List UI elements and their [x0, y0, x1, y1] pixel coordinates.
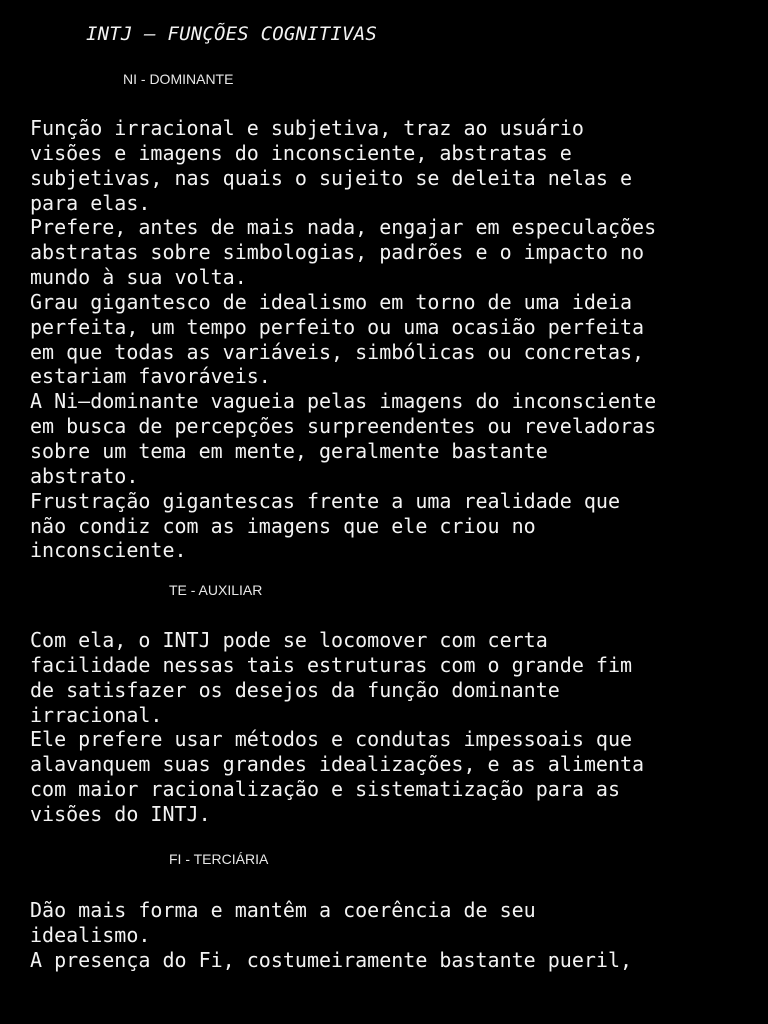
page-title: INTJ – FUNÇÕES COGNITIVAS	[86, 23, 377, 45]
text-line: de satisfazer os desejos da função dominante	[30, 677, 560, 702]
text-line: A presença do Fi, costumeiramente bastante pueril,	[30, 947, 633, 972]
text-line: visões do INTJ.	[30, 801, 211, 826]
section-heading-fi: FI - TERCIÁRIA	[169, 851, 269, 867]
section-body-ni	[30, 116, 750, 563]
text-line: Frustração gigantescas frente a uma realidade que	[30, 488, 621, 513]
text-line: subjetivas, nas quais o sujeito se deleita nelas e	[30, 165, 633, 190]
text-line: Prefere, antes de mais nada, engajar em especulações	[30, 215, 657, 240]
text-line: abstrato.	[30, 463, 139, 488]
text-line: mundo à sua volta.	[30, 265, 247, 290]
section-heading-te: TE - AUXILIAR	[169, 582, 263, 598]
text-line: não condiz com as imagens que ele criou no	[30, 513, 536, 538]
text-line: Dão mais forma e mantêm a coerência de seu	[30, 898, 536, 922]
section-heading-ni: NI - DOMINANTE	[123, 71, 234, 87]
text-line: A Ni–dominante vagueia pelas imagens do inconsciente	[30, 389, 657, 414]
text-line: perfeita, um tempo perfeito ou uma ocasião perfeita	[30, 314, 645, 339]
text-line: idealismo.	[30, 922, 151, 947]
text-line: com maior racionalização e sistematização para as	[30, 777, 621, 802]
text-line: sobre um tema em mente, geralmente bastante	[30, 438, 548, 463]
text-line: Grau gigantesco de idealismo em torno de uma ideia	[30, 289, 633, 314]
text-line: facilidade nessas tais estruturas com o grande fim	[30, 652, 633, 677]
text-line: em busca de percepções surpreendentes ou reveladoras	[30, 414, 657, 439]
text-line: irracional.	[30, 702, 163, 727]
text-line: alavanquem suas grandes idealizações, e as alimenta	[30, 752, 645, 777]
text-line: inconsciente.	[30, 538, 187, 563]
text-line: estariam favoráveis.	[30, 364, 271, 389]
text-line: Função irracional e subjetiva, traz ao usuário	[30, 116, 584, 140]
text-line: visões e imagens do inconsciente, abstratas e	[30, 140, 572, 165]
text-line: para elas.	[30, 190, 151, 215]
section-body-fi	[30, 898, 750, 973]
text-line: abstratas sobre simbologias, padrões e o impacto no	[30, 240, 645, 265]
section-body-te	[30, 628, 750, 827]
text-line: Ele prefere usar métodos e condutas impessoais que	[30, 727, 633, 752]
text-line: em que todas as variáveis, simbólicas ou concretas,	[30, 339, 645, 364]
text-line: Com ela, o INTJ pode se locomover com certa	[30, 628, 548, 652]
